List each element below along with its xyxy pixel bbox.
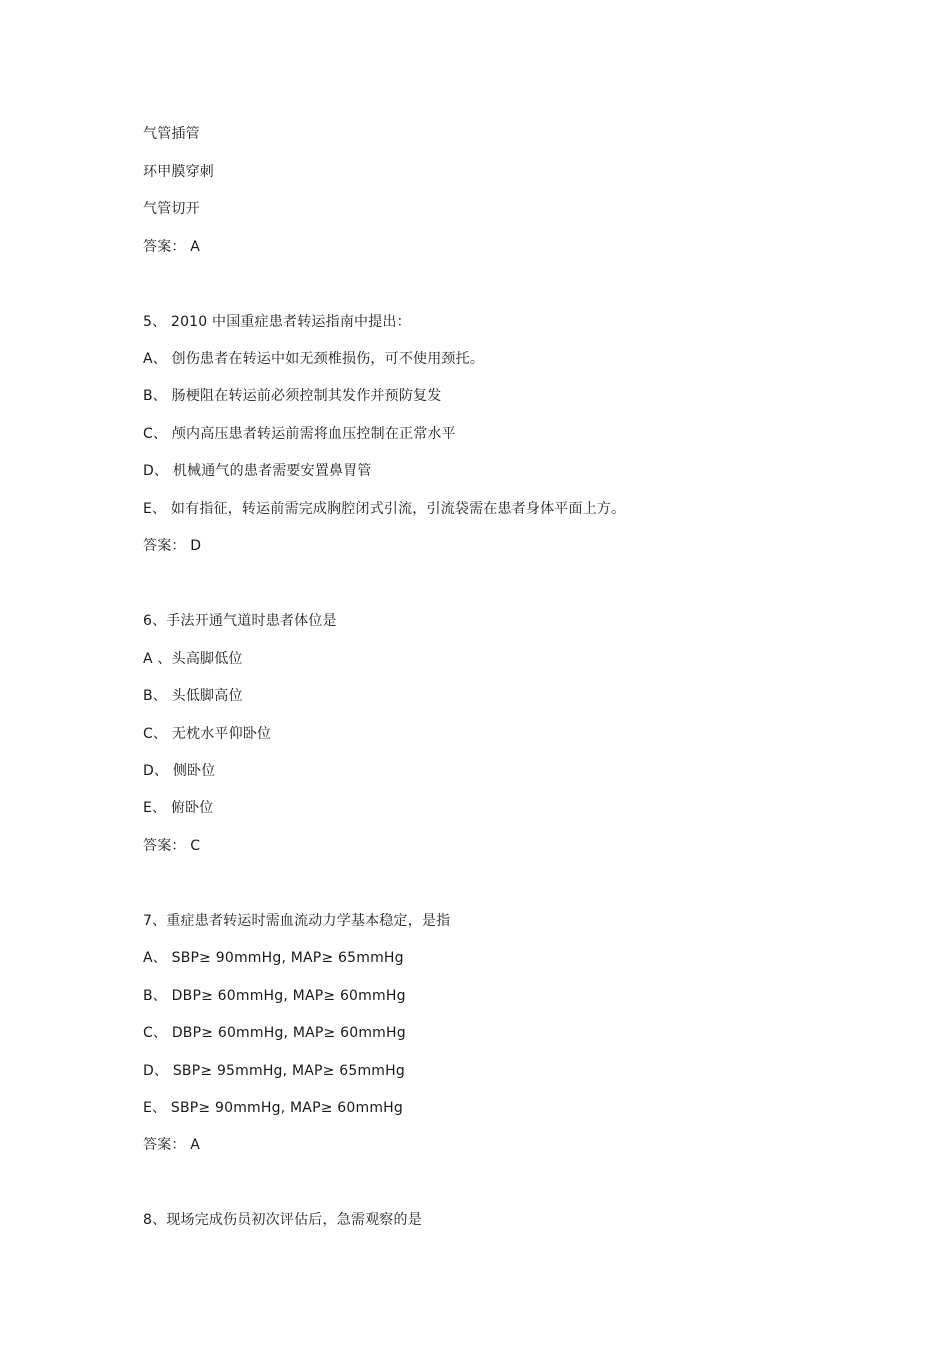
option-line: B、 DBP≥ 60mmHg, MAP≥ 60mmHg [143,988,406,1004]
answer-line: 答案： D [143,538,202,554]
question-line: 6、手法开通气道时患者体位是 [143,613,337,629]
option-line: 气管插管 [143,126,200,142]
option-line: C、 无枕水平仰卧位 [143,726,272,742]
option-line: B、 头低脚高位 [143,688,243,704]
option-line: E、 如有指征，转运前需完成胸腔闭式引流，引流袋需在患者身体平面上方。 [143,501,626,517]
option-line: D、 机械通气的患者需要安置鼻胃管 [143,463,372,479]
option-line: B、 肠梗阻在转运前必须控制其发作并预防复发 [143,388,442,404]
option-line: E、 俯卧位 [143,800,214,816]
option-line: C、 DBP≥ 60mmHg, MAP≥ 60mmHg [143,1025,406,1041]
option-line: 气管切开 [143,201,200,217]
option-line: E、 SBP≥ 90mmHg, MAP≥ 60mmHg [143,1100,403,1116]
option-line: 环甲膜穿刺 [143,164,214,180]
option-line: C、 颅内高压患者转运前需将血压控制在正常水平 [143,426,456,442]
answer-line: 答案： A [143,1137,201,1153]
option-line: A、 SBP≥ 90mmHg, MAP≥ 65mmHg [143,950,404,966]
answer-line: 答案： C [143,838,201,854]
question-line: 7、重症患者转运时需血流动力学基本稳定，是指 [143,913,451,929]
question-line: 8、现场完成伤员初次评估后，急需观察的是 [143,1212,422,1228]
question-line: 5、 2010 中国重症患者转运指南中提出： [143,314,411,330]
option-line: A、 创伤患者在转运中如无颈椎损伤，可不使用颈托。 [143,351,485,367]
option-line: D、 SBP≥ 95mmHg, MAP≥ 65mmHg [143,1063,405,1079]
option-line: A 、头高脚低位 [143,651,243,667]
option-line: D、 侧卧位 [143,763,216,779]
answer-line: 答案： A [143,239,201,255]
